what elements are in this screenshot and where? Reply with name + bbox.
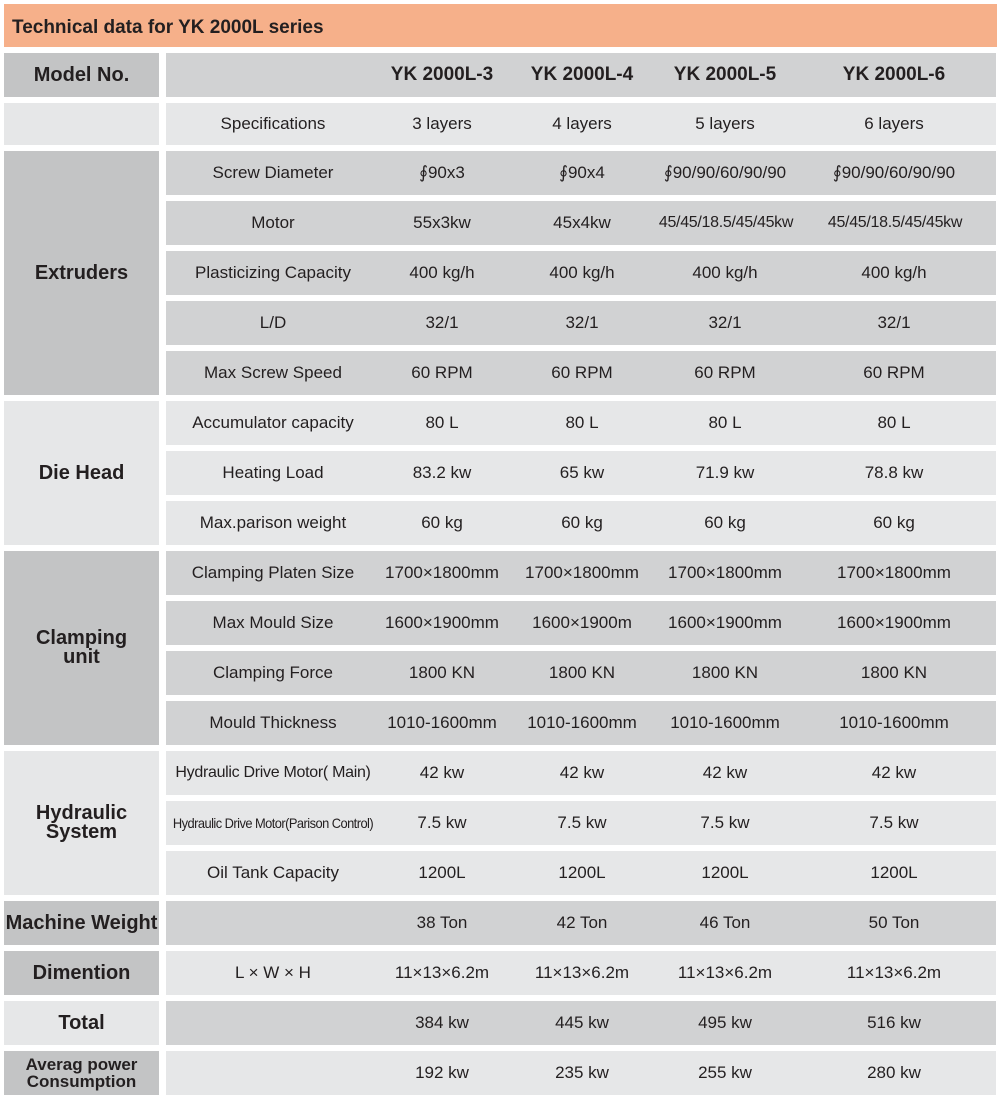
param-label: Specifications bbox=[220, 114, 326, 133]
value-cell: 1200L bbox=[870, 863, 918, 882]
value-cell: 60 RPM bbox=[863, 363, 925, 382]
value-cell: 11×13×6.2m bbox=[534, 963, 630, 982]
spec-label-blank bbox=[4, 103, 159, 145]
table-row bbox=[166, 651, 996, 695]
value-cell: 400 kg/h bbox=[549, 263, 615, 282]
value-cell: 42 kw bbox=[702, 763, 748, 782]
value-cell: 1600×1900mm bbox=[668, 613, 782, 632]
value-cell: 60 RPM bbox=[694, 363, 756, 382]
value-cell: 60 kg bbox=[704, 513, 746, 532]
value-cell: 5 layers bbox=[695, 114, 755, 133]
value-cell: 1010-1600mm bbox=[527, 713, 637, 732]
value-cell: 45x4kw bbox=[553, 213, 611, 232]
value-cell: 192 kw bbox=[415, 1063, 469, 1082]
value-cell: 1600×1900mm bbox=[837, 613, 951, 632]
value-cell: ∮90x3 bbox=[419, 163, 465, 182]
value-cell: 4 layers bbox=[552, 114, 612, 133]
value-cell: 45/45/18.5/45/45kw bbox=[658, 214, 794, 231]
value-cell: 32/1 bbox=[425, 313, 459, 332]
param-label: Screw Diameter bbox=[212, 163, 334, 182]
group-die-head: Die Head bbox=[4, 401, 159, 545]
value-cell: 46 Ton bbox=[699, 913, 751, 932]
group-label-line: System bbox=[45, 821, 118, 843]
param-label: Accumulator capacity bbox=[192, 413, 354, 432]
value-cell: 32/1 bbox=[565, 313, 599, 332]
value-cell: 42 kw bbox=[419, 763, 465, 782]
table-row bbox=[166, 701, 996, 745]
table-row bbox=[166, 103, 996, 145]
model-header-3: YK 2000L-5 bbox=[673, 64, 777, 85]
value-cell: 495 kw bbox=[698, 1013, 752, 1032]
param-label bbox=[166, 1001, 380, 1045]
value-cell: 445 kw bbox=[555, 1013, 609, 1032]
param-label: Max.parison weight bbox=[199, 513, 347, 532]
group-label-line: Hydraulic bbox=[35, 802, 128, 824]
value-cell: 280 kw bbox=[867, 1063, 921, 1082]
group-label-line: unit bbox=[63, 646, 100, 668]
group-label-line: Consumption bbox=[26, 1072, 137, 1091]
param-label: L/D bbox=[259, 313, 287, 332]
value-cell: ∮90/90/60/90/90 bbox=[663, 163, 787, 182]
value-cell: 1800 KN bbox=[408, 663, 476, 682]
param-label bbox=[166, 901, 380, 945]
value-cell: 1010-1600mm bbox=[387, 713, 497, 732]
value-cell: 384 kw bbox=[415, 1013, 469, 1032]
value-cell: 80 L bbox=[565, 413, 599, 432]
group-hydraulic-system bbox=[4, 751, 159, 895]
value-cell: 42 kw bbox=[559, 763, 605, 782]
table-row bbox=[166, 551, 996, 595]
value-cell: ∮90/90/60/90/90 bbox=[832, 163, 956, 182]
value-cell: 50 Ton bbox=[868, 913, 920, 932]
value-cell: 1800 KN bbox=[548, 663, 616, 682]
group-label-line: Averag power bbox=[25, 1055, 138, 1074]
value-cell: 1010-1600mm bbox=[839, 713, 949, 732]
value-cell: 1700×1800mm bbox=[668, 563, 782, 582]
table-title: Technical data for YK 2000L series bbox=[12, 17, 324, 38]
param-label: Clamping Platen Size bbox=[191, 563, 355, 582]
table-row bbox=[166, 901, 996, 945]
table-row bbox=[166, 601, 996, 645]
param-label: Max Mould Size bbox=[212, 613, 334, 632]
value-cell: 60 kg bbox=[421, 513, 463, 532]
value-cell: 55x3kw bbox=[413, 213, 471, 232]
value-cell: 516 kw bbox=[867, 1013, 921, 1032]
value-cell: 42 kw bbox=[871, 763, 917, 782]
param-label: Mould Thickness bbox=[209, 713, 337, 732]
table-row bbox=[166, 1001, 996, 1045]
value-cell: 80 L bbox=[877, 413, 911, 432]
model-no-label: Model No. bbox=[4, 53, 159, 97]
value-cell: 42 Ton bbox=[556, 913, 608, 932]
table-row bbox=[166, 801, 996, 845]
value-cell: 60 kg bbox=[561, 513, 603, 532]
value-cell: 1200L bbox=[558, 863, 606, 882]
value-cell: 32/1 bbox=[708, 313, 742, 332]
value-cell: 7.5 kw bbox=[557, 813, 607, 832]
group-machine-weight: Machine Weight bbox=[4, 901, 159, 945]
param-label: L × W × H bbox=[235, 963, 311, 982]
value-cell: 3 layers bbox=[412, 114, 472, 133]
value-cell: 1600×1900m bbox=[532, 613, 632, 632]
table-row bbox=[166, 351, 996, 395]
value-cell: 1700×1800mm bbox=[837, 563, 951, 582]
value-cell: 400 kg/h bbox=[409, 263, 475, 282]
table-row bbox=[166, 201, 996, 245]
group-label-line: Clamping bbox=[35, 627, 128, 649]
value-cell: 1700×1800mm bbox=[525, 563, 639, 582]
table-row bbox=[166, 451, 996, 495]
value-cell: 235 kw bbox=[555, 1063, 609, 1082]
value-cell: 80 L bbox=[708, 413, 742, 432]
value-cell: 83.2 kw bbox=[412, 463, 472, 482]
param-label: Oil Tank Capacity bbox=[207, 863, 339, 882]
table-row bbox=[166, 1051, 996, 1095]
value-cell: 11×13×6.2m bbox=[846, 963, 942, 982]
value-cell: 60 RPM bbox=[411, 363, 473, 382]
table-row bbox=[166, 501, 996, 545]
value-cell: 400 kg/h bbox=[861, 263, 927, 282]
table-row bbox=[166, 151, 996, 195]
model-header-4: YK 2000L-6 bbox=[842, 64, 946, 85]
param-label: Clamping Force bbox=[213, 663, 333, 682]
value-cell: 38 Ton bbox=[416, 913, 468, 932]
param-label: Heating Load bbox=[222, 463, 324, 482]
param-label: Max Screw Speed bbox=[204, 363, 342, 382]
value-cell: 7.5 kw bbox=[417, 813, 467, 832]
title-bar bbox=[4, 4, 997, 47]
value-cell: 1010-1600mm bbox=[670, 713, 780, 732]
param-label: Hydraulic Drive Motor(Parison Control) bbox=[172, 815, 374, 831]
value-cell: 6 layers bbox=[864, 114, 924, 133]
value-cell: 11×13×6.2m bbox=[394, 963, 490, 982]
value-cell: 78.8 kw bbox=[864, 463, 924, 482]
value-cell: 60 kg bbox=[873, 513, 915, 532]
table-row bbox=[166, 851, 996, 895]
group-extruders: Extruders bbox=[4, 151, 159, 395]
model-header-1: YK 2000L-3 bbox=[390, 64, 494, 85]
value-cell: 71.9 kw bbox=[695, 463, 755, 482]
model-header-2: YK 2000L-4 bbox=[530, 64, 634, 85]
table-row bbox=[166, 401, 996, 445]
value-cell: 1200L bbox=[418, 863, 466, 882]
value-cell: 7.5 kw bbox=[700, 813, 750, 832]
value-cell: 65 kw bbox=[559, 463, 605, 482]
param-label: Hydraulic Drive Motor( Main) bbox=[175, 764, 371, 781]
value-cell: 45/45/18.5/45/45kw bbox=[827, 214, 963, 231]
header-row bbox=[166, 53, 996, 97]
group-total: Total bbox=[4, 1001, 159, 1045]
group-dimention: Dimention bbox=[4, 951, 159, 995]
value-cell: ∮90x4 bbox=[559, 163, 605, 182]
value-cell: 32/1 bbox=[877, 313, 911, 332]
param-label: Motor bbox=[251, 213, 295, 232]
value-cell: 1600×1900mm bbox=[385, 613, 499, 632]
value-cell: 80 L bbox=[425, 413, 459, 432]
value-cell: 1800 KN bbox=[691, 663, 759, 682]
table-row bbox=[166, 301, 996, 345]
group-average-power bbox=[4, 1051, 159, 1095]
table-row bbox=[166, 751, 996, 795]
value-cell: 255 kw bbox=[698, 1063, 752, 1082]
value-cell: 7.5 kw bbox=[869, 813, 919, 832]
value-cell: 11×13×6.2m bbox=[677, 963, 773, 982]
table-row bbox=[166, 951, 996, 995]
group-clamping-unit bbox=[4, 551, 159, 745]
value-cell: 60 RPM bbox=[551, 363, 613, 382]
value-cell: 1700×1800mm bbox=[385, 563, 499, 582]
table-row bbox=[166, 251, 996, 295]
value-cell: 1800 KN bbox=[860, 663, 928, 682]
value-cell: 1200L bbox=[701, 863, 749, 882]
param-label: Plasticizing Capacity bbox=[195, 263, 351, 282]
param-label bbox=[166, 1051, 380, 1095]
value-cell: 400 kg/h bbox=[692, 263, 758, 282]
